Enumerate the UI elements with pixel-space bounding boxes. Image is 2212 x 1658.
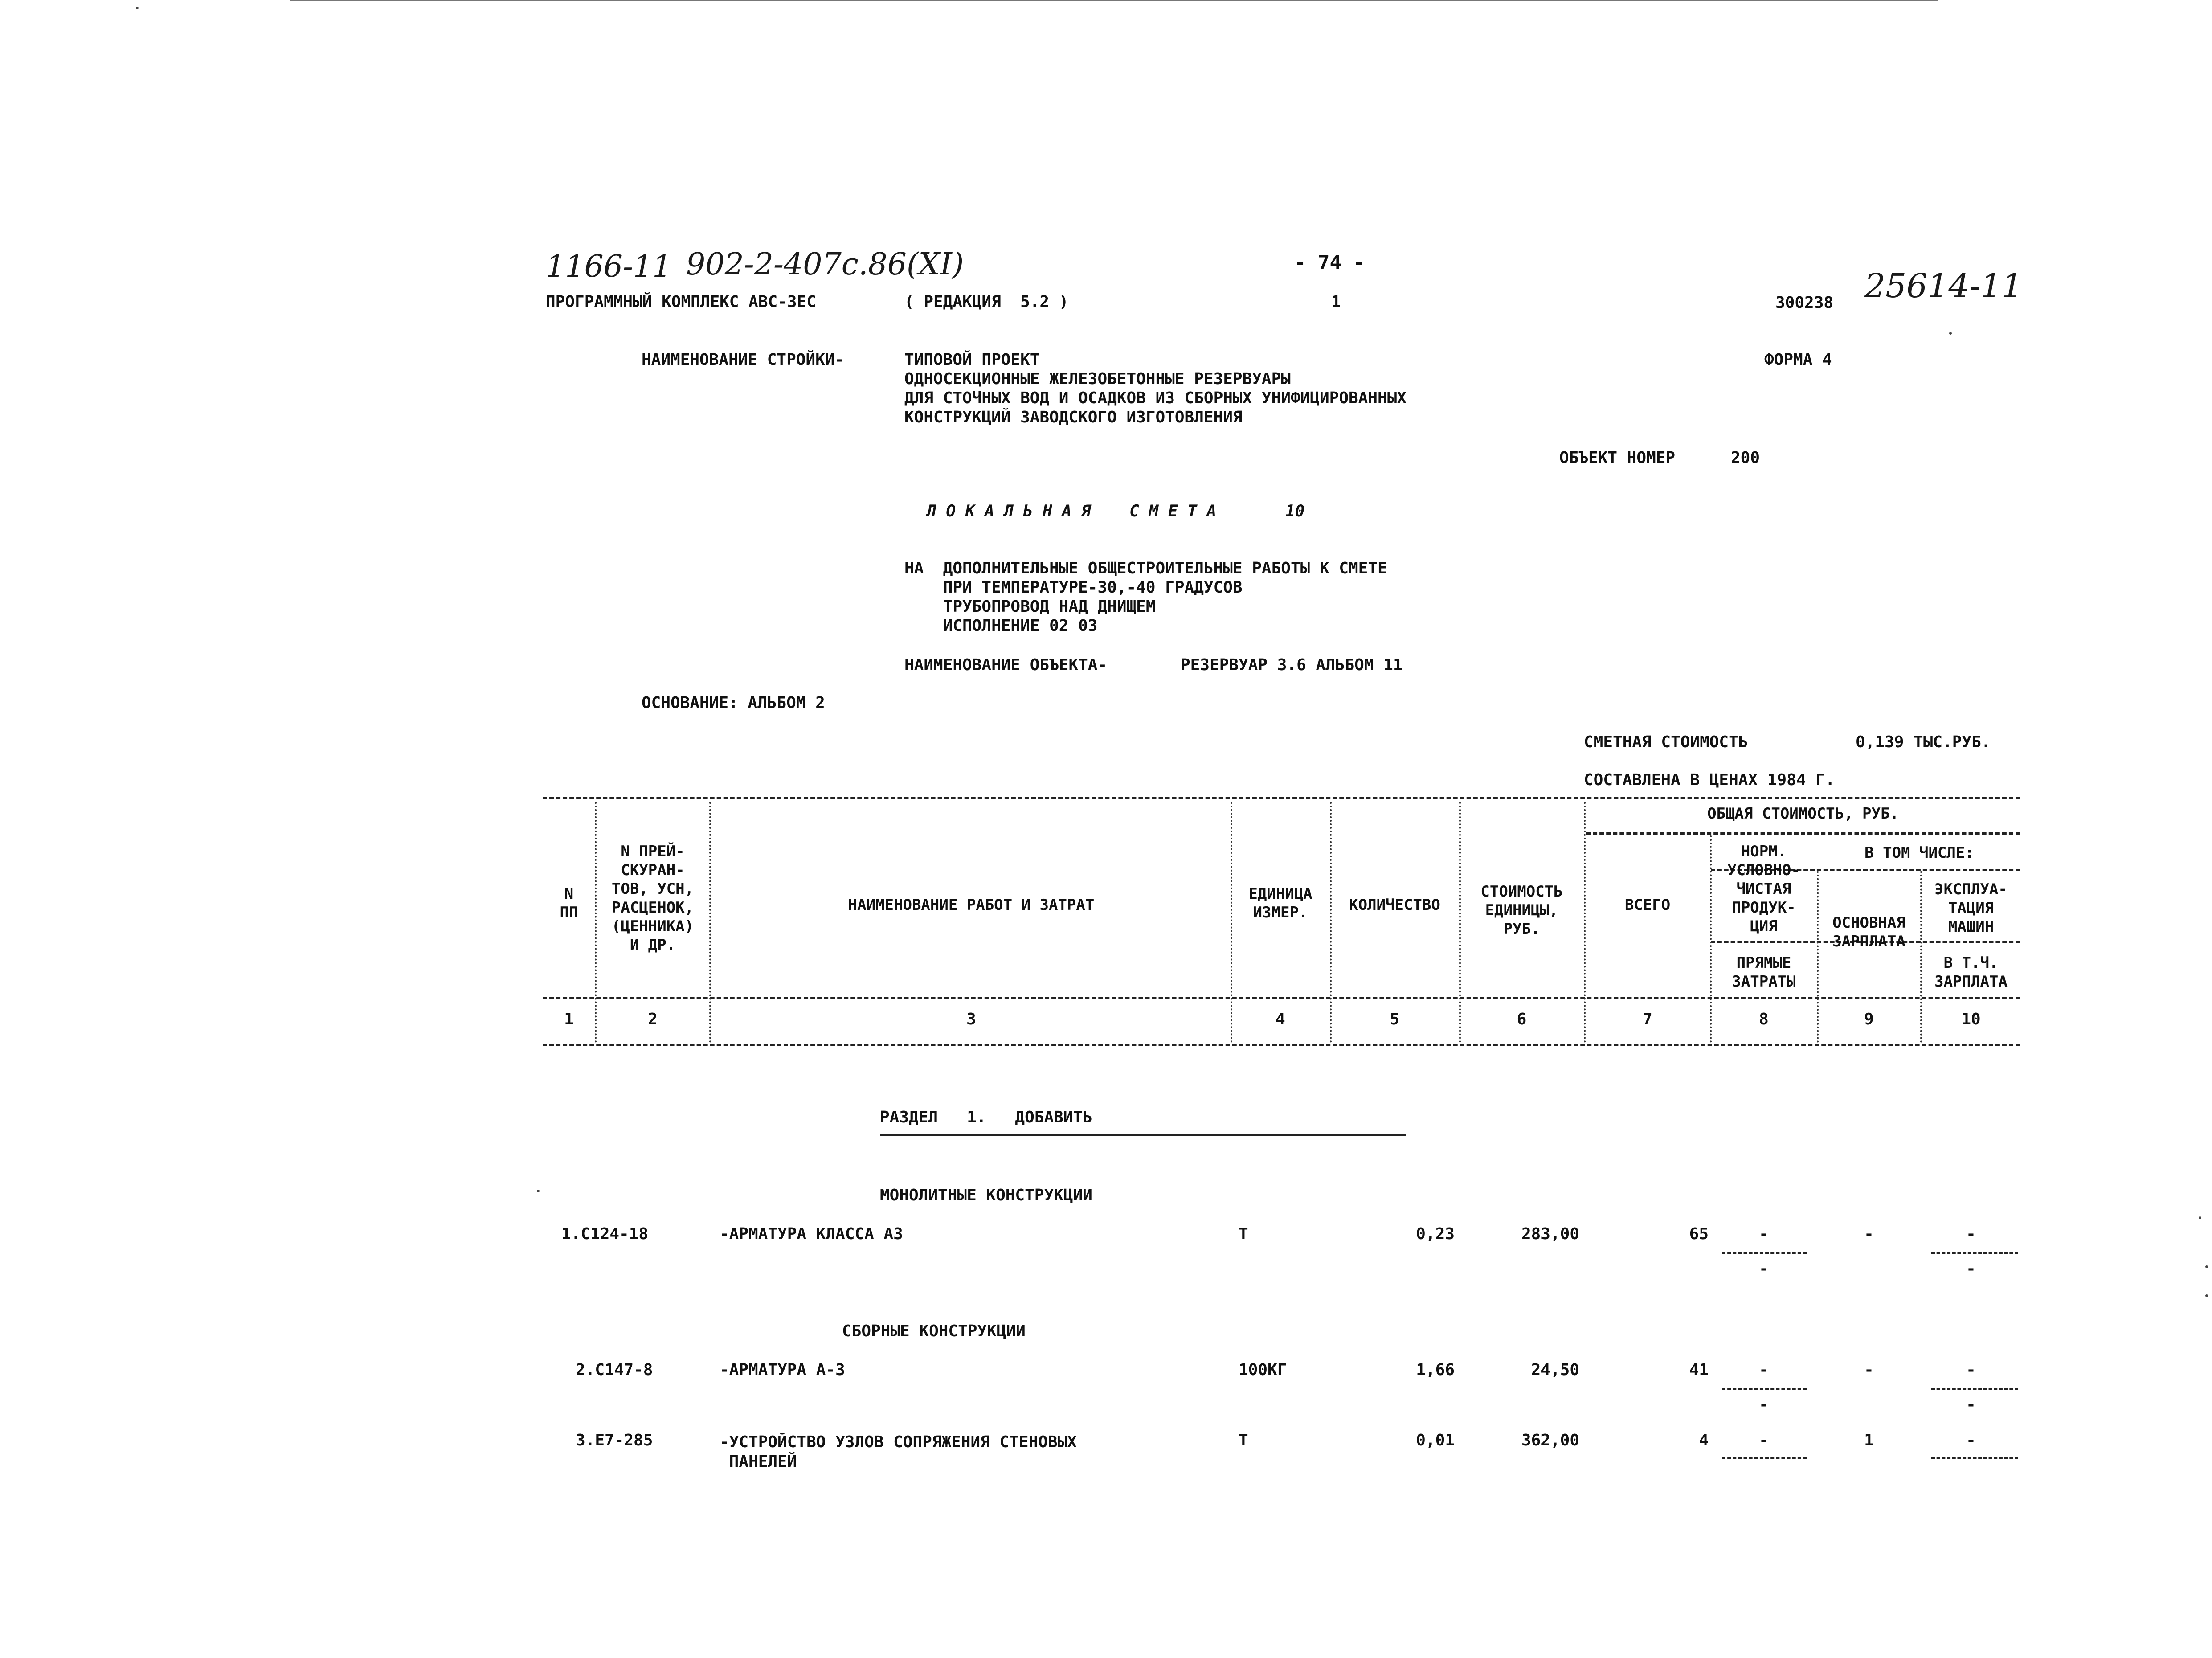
row-col9: - bbox=[1864, 1225, 1874, 1243]
col-number: 9 bbox=[1864, 1010, 1874, 1028]
scan-speck bbox=[2199, 1216, 2201, 1219]
object-name: РЕЗЕРВУАР 3.6 АЛЬБОМ 11 bbox=[1181, 656, 1403, 674]
row-col8-sub: - bbox=[1759, 1260, 1769, 1278]
row-total: 41 bbox=[1689, 1361, 1709, 1379]
object-number-value: 200 bbox=[1731, 449, 1760, 467]
row-unit-price: 362,00 bbox=[1521, 1431, 1579, 1449]
row-name: -АРМАТУРА А-3 bbox=[720, 1361, 845, 1379]
scan-speck bbox=[2205, 1265, 2208, 1268]
col-number: 10 bbox=[1961, 1010, 1981, 1028]
col-number: 2 bbox=[648, 1010, 658, 1028]
row-code: 1.С124-18 bbox=[561, 1225, 649, 1243]
handwritten-left-code: 1166-11 bbox=[546, 249, 672, 284]
col-number: 8 bbox=[1759, 1010, 1769, 1028]
col-separator bbox=[1330, 802, 1332, 1043]
header-col8-top: НОРМ. УСЛОВНО- ЧИСТАЯ ПРОДУК- ЦИЯ bbox=[1727, 843, 1800, 935]
purpose-line: НА ДОПОЛНИТЕЛЬНЫЕ ОБЩЕСТРОИТЕЛЬНЫЕ РАБОТЫ К СМЕТЕ bbox=[904, 559, 1387, 577]
row-total: 65 bbox=[1689, 1225, 1709, 1243]
program-name: ПРОГРАММНЫЙ КОМПЛЕКС АВС-3ЕС bbox=[546, 293, 816, 311]
group-title: МОНОЛИТНЫЕ КОНСТРУКЦИИ bbox=[880, 1186, 1092, 1204]
header-bottom-rule bbox=[543, 997, 2020, 999]
construction-line: ТИПОВОЙ ПРОЕКТ bbox=[904, 351, 1040, 369]
total-group-rule bbox=[1586, 832, 2020, 835]
col-number: 7 bbox=[1643, 1010, 1652, 1028]
estimated-cost-label: СМЕТНАЯ СТОИМОСТЬ bbox=[1584, 733, 1748, 751]
basis: ОСНОВАНИЕ: АЛЬБОМ 2 bbox=[642, 694, 825, 712]
row-name: -АРМАТУРА КЛАССА А3 bbox=[720, 1225, 903, 1243]
header-col7: ВСЕГО bbox=[1624, 896, 1671, 914]
estimate-number: 10 bbox=[1285, 502, 1305, 520]
header-incl: В ТОМ ЧИСЛЕ: bbox=[1864, 844, 1974, 862]
header-col4: ЕДИНИЦА ИЗМЕР. bbox=[1248, 885, 1312, 921]
cell-rule bbox=[1931, 1388, 2018, 1390]
header-col2: N ПРЕЙ- СКУРАН- ТОВ, УСН, РАСЦЕНОК, (ЦЕННИКА) И ДР. bbox=[611, 843, 694, 954]
cell-rule bbox=[1722, 1252, 1807, 1254]
header-total-group: ОБЩАЯ СТОИМОСТЬ, РУБ. bbox=[1707, 805, 1899, 823]
estimate-title: Л О К А Л Ь Н А Я С М Е Т А bbox=[927, 502, 1217, 520]
col-separator bbox=[1231, 802, 1232, 1043]
row-col10-sub: - bbox=[1966, 1396, 1976, 1414]
row-quantity: 1,66 bbox=[1416, 1361, 1455, 1379]
row-unit-price: 283,00 bbox=[1521, 1225, 1579, 1243]
construction-line: ОДНОСЕКЦИОННЫЕ ЖЕЛЕЗОБЕТОННЫЕ РЕЗЕРВУАРЫ bbox=[904, 370, 1291, 388]
header-col8-bottom: ПРЯМЫЕ ЗАТРАТЫ bbox=[1732, 954, 1796, 991]
cell-rule bbox=[1722, 1388, 1807, 1390]
estimated-cost-value: 0,139 ТЫС.РУБ. bbox=[1856, 733, 1991, 751]
row-quantity: 0,01 bbox=[1416, 1431, 1455, 1449]
scan-speck bbox=[2205, 1294, 2208, 1297]
page-number: - 74 - bbox=[1294, 251, 1365, 274]
group-title: СБОРНЫЕ КОНСТРУКЦИИ bbox=[842, 1322, 1026, 1340]
cell-rule bbox=[1722, 1457, 1807, 1459]
col-number: 4 bbox=[1276, 1010, 1285, 1028]
col-number: 6 bbox=[1517, 1010, 1527, 1028]
row-name: -УСТРОЙСТВО УЗЛОВ СОПРЯЖЕНИЯ СТЕНОВЫХ ПАНЕЛЕЙ bbox=[720, 1433, 1077, 1471]
row-unit: Т bbox=[1239, 1431, 1248, 1449]
purpose-line: ТРУБОПРОВОД НАД ДНИЩЕМ bbox=[904, 598, 1156, 616]
col-number: 1 bbox=[564, 1010, 574, 1028]
cell-rule bbox=[1931, 1252, 2018, 1254]
construction-line: КОНСТРУКЦИЙ ЗАВОДСКОГО ИЗГОТОВЛЕНИЯ bbox=[904, 408, 1243, 426]
col-number: 5 bbox=[1390, 1010, 1400, 1028]
row-col10: - bbox=[1966, 1361, 1976, 1379]
row-col10: - bbox=[1966, 1431, 1976, 1449]
sheet-number: 1 bbox=[1331, 293, 1341, 311]
row-col10: - bbox=[1966, 1225, 1976, 1243]
scan-speck bbox=[136, 7, 139, 9]
handwritten-right-code: 25614-11 bbox=[1864, 267, 2023, 305]
row-col8: - bbox=[1759, 1431, 1769, 1449]
header-col1: N ПП bbox=[560, 885, 578, 921]
edition: ( РЕДАКЦИЯ 5.2 ) bbox=[904, 293, 1069, 311]
header-col5: КОЛИЧЕСТВО bbox=[1349, 896, 1440, 914]
header-col10-top: ЭКСПЛУА- ТАЦИЯ МАШИН bbox=[1934, 880, 2008, 936]
header-col9: ОСНОВНАЯ ЗАРПЛАТА bbox=[1832, 914, 1905, 950]
section-title: РАЗДЕЛ 1. ДОБАВИТЬ bbox=[880, 1108, 1092, 1126]
header-col10-bottom: В Т.Ч. ЗАРПЛАТА bbox=[1934, 954, 2008, 991]
scan-speck bbox=[537, 1190, 540, 1192]
table-top-rule bbox=[543, 797, 2020, 799]
row-unit-price: 24,50 bbox=[1531, 1361, 1579, 1379]
form-label: ФОРМА 4 bbox=[1764, 351, 1832, 369]
header-col6: СТОИМОСТЬ ЕДИНИЦЫ, РУБ. bbox=[1480, 883, 1563, 938]
document-code: 300238 bbox=[1775, 294, 1834, 312]
section-underline bbox=[880, 1134, 1406, 1136]
row-code: 3.Е7-285 bbox=[576, 1431, 653, 1449]
col-separator bbox=[1584, 802, 1586, 1043]
row-quantity: 0,23 bbox=[1416, 1225, 1455, 1243]
scan-speck bbox=[1949, 332, 1952, 335]
purpose-line: ИСПОЛНЕНИЕ 02 03 bbox=[904, 617, 1098, 635]
purpose-line: ПРИ ТЕМПЕРАТУРЕ-30,-40 ГРАДУСОВ bbox=[904, 578, 1243, 597]
row-unit: 100КГ bbox=[1239, 1361, 1287, 1379]
col-separator bbox=[595, 802, 597, 1043]
col-number: 3 bbox=[966, 1010, 976, 1028]
construction-line: ДЛЯ СТОЧНЫХ ВОД И ОСАДКОВ ИЗ СБОРНЫХ УНИФИЦИРОВАННЫХ bbox=[904, 389, 1407, 407]
top-edge-line bbox=[290, 0, 1938, 1]
construction-label: НАИМЕНОВАНИЕ СТРОЙКИ- bbox=[642, 351, 845, 369]
row-col8: - bbox=[1759, 1225, 1769, 1243]
header-col3: НАИМЕНОВАНИЕ РАБОТ И ЗАТРАТ bbox=[848, 896, 1095, 914]
row-unit: Т bbox=[1239, 1225, 1248, 1243]
row-code: 2.С147-8 bbox=[576, 1361, 653, 1379]
cell-rule bbox=[1931, 1457, 2018, 1459]
object-name-label: НАИМЕНОВАНИЕ ОБЪЕКТА- bbox=[904, 656, 1108, 674]
object-number-label: ОБЪЕКТ НОМЕР bbox=[1559, 449, 1676, 467]
row-col8-sub: - bbox=[1759, 1396, 1769, 1414]
handwritten-album-code: 902-2-407с.86(XI) bbox=[686, 247, 964, 282]
col-separator bbox=[709, 802, 711, 1043]
price-basis: СОСТАВЛЕНА В ЦЕНАХ 1984 Г. bbox=[1584, 771, 1835, 789]
numbers-bottom-rule bbox=[543, 1044, 2020, 1046]
row-col9: 1 bbox=[1864, 1431, 1874, 1449]
row-col9: - bbox=[1864, 1361, 1874, 1379]
row-col8: - bbox=[1759, 1361, 1769, 1379]
row-col10-sub: - bbox=[1966, 1260, 1976, 1278]
row-total: 4 bbox=[1699, 1431, 1709, 1449]
